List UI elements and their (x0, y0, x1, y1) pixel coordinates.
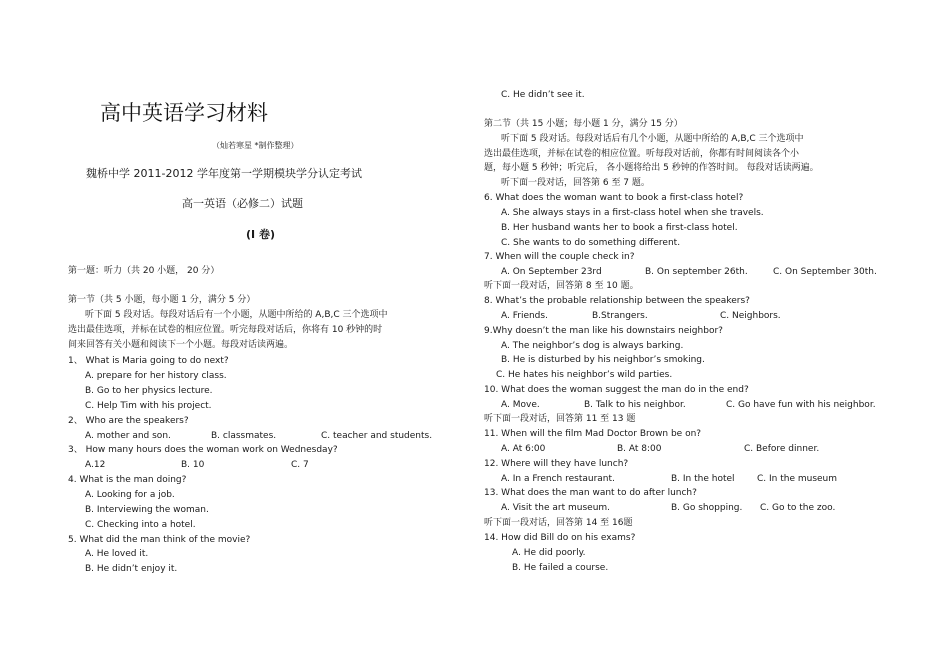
q5-option-c: C. He didn’t see it. (501, 90, 585, 100)
q10-options (484, 399, 894, 411)
q5-option-a: A. He loved it. (85, 549, 149, 559)
q8-option-a: A. Friends. (501, 311, 548, 321)
question-1: 1、 What is Maria going to do next? (68, 356, 229, 366)
q1-option-a: A. prepare for her history class. (85, 371, 227, 381)
q6-option-a: A. She always stays in a first-class hotel when she travels. (501, 208, 764, 218)
q13-option-c: C. Go to the zoo. (760, 503, 836, 513)
q7-option-b: B. On september 26th. (645, 267, 748, 277)
section1-instruction-line: 选出最佳选项，并标在试卷的相应位置。听完每段对话后，你将有 10 秒钟的时 (68, 325, 383, 335)
q4-option-a: A. Looking for a job. (85, 490, 175, 500)
q6-option-b: B. Her husband wants her to book a first-class hotel. (501, 223, 738, 233)
q1-option-b: B. Go to her physics lecture. (85, 386, 213, 396)
listen-instruction: 听下面一段对话，回答第 6 至 7 题。 (501, 178, 650, 188)
q12-options (484, 473, 894, 485)
listen-instruction: 听下面一段对话，回答第 8 至 10 题。 (484, 281, 639, 291)
q11-options (484, 443, 894, 455)
section1-heading: 第一节（共 5 小题，每小题 1 分，满分 5 分） (68, 295, 256, 305)
compiler-note: （灿若寒星 *制作整理） (212, 141, 299, 150)
q9-option-a: A. The neighbor’s dog is always barking. (501, 341, 684, 351)
q3-option-b: B. 10 (181, 460, 205, 470)
q8-options (484, 310, 894, 322)
question-14: 14. How did Bill do on his exams? (484, 533, 636, 543)
q4-option-c: C. Checking into a hotel. (85, 520, 196, 530)
q3-option-c: C. 7 (291, 460, 309, 470)
q2-option-b: B. classmates. (211, 431, 277, 441)
q4-option-b: B. Interviewing the woman. (85, 505, 209, 515)
q10-option-b: B. Talk to his neighbor. (584, 400, 686, 410)
q12-option-c: C. In the museum (757, 474, 838, 484)
q12-option-a: A. In a French restaurant. (501, 474, 615, 484)
section1-instruction-line: 间来回答有关小题和阅读下一个小题。每段对话读两遍。 (68, 340, 294, 350)
q6-option-c: C. She wants to do something different. (501, 238, 681, 248)
q13-option-a: A. Visit the art museum. (501, 503, 611, 513)
section2-instruction-line: 题，每小题 5 秒钟；听完后， 各小题将给出 5 秒钟的作答时间。 每段对话读两遍。 (484, 163, 819, 173)
q9-option-c: C. He hates his neighbor’s wild parties. (496, 370, 673, 380)
document-title: 高中英语学习材料 (100, 101, 268, 125)
question-12: 12. Where will they have lunch? (484, 459, 629, 469)
q5-option-b: B. He didn’t enjoy it. (85, 564, 178, 574)
q10-option-c: C. Go have fun with his neighbor. (726, 400, 876, 410)
question-13: 13. What does the man want to do after lunch? (484, 488, 697, 498)
listen-instruction: 听下面一段对话，回答第 14 至 16题 (484, 518, 633, 528)
q7-options (484, 266, 894, 278)
section2-instruction-line: 听下面 5 段对话。每段对话后有几个小题，从题中所给的 A,B,C 三个选项中 (501, 134, 804, 144)
q13-options (484, 502, 894, 514)
exam-title: 魏桥中学 2011-2012 学年度第一学期模块学分认定考试 (86, 167, 362, 180)
q13-option-b: B. Go shopping. (671, 503, 743, 513)
q10-option-a: A. Move. (501, 400, 540, 410)
section2-instruction-line: 选出最佳选项，并标在试卷的相应位置。听每段对话前，你都有时间阅读各个小 (484, 149, 800, 159)
question-6: 6. What does the woman want to book a first-class hotel? (484, 193, 744, 203)
q8-option-b: B.Strangers. (592, 311, 648, 321)
question-2: 2、 Who are the speakers? (68, 416, 189, 426)
section1-instruction-line: 听下面 5 段对话。每段对话后有一个小题，从题中所给的 A,B,C 三个选项中 (85, 310, 388, 320)
q11-option-c: C. Before dinner. (744, 444, 820, 454)
q11-option-b: B. At 8:00 (617, 444, 662, 454)
question-8: 8. What’s the probable relationship between the speakers? (484, 296, 750, 306)
q3-option-a: A.12 (85, 460, 106, 470)
question-11: 11. When will the film Mad Doctor Brown be on? (484, 429, 702, 439)
q8-option-c: C. Neighbors. (720, 311, 781, 321)
q1-option-c: C. Help Tim with his project. (85, 401, 212, 411)
q7-option-c: C. On September 30th. (773, 267, 877, 277)
subject-title: 高一英语（必修二）试题 (182, 197, 303, 210)
q14-option-b: B. He failed a course. (512, 563, 609, 573)
q2-options (68, 430, 468, 442)
q11-option-a: A. At 6:00 (501, 444, 546, 454)
q2-option-a: A. mother and son. (85, 431, 171, 441)
section2-heading: 第二节（共 15 小题；每小题 1 分，满分 15 分） (484, 119, 683, 129)
q3-options (68, 459, 468, 471)
q7-option-a: A. On September 23rd (501, 267, 602, 277)
volume-label: (I 卷) (246, 228, 275, 241)
listen-instruction: 听下面一段对话，回答第 11 至 13 题 (484, 414, 636, 424)
q9-option-b: B. He is disturbed by his neighbor’s smoking. (501, 355, 705, 365)
question-5: 5. What did the man think of the movie? (68, 535, 251, 545)
question-4: 4. What is the man doing? (68, 475, 187, 485)
q14-option-a: A. He did poorly. (512, 548, 586, 558)
q2-option-c: C. teacher and students. (321, 431, 433, 441)
question-10: 10. What does the woman suggest the man do in the end? (484, 385, 749, 395)
question-7: 7. When will the couple check in? (484, 252, 635, 262)
part1-heading: 第一题：听力（共 20 小题， 20 分） (68, 266, 220, 276)
q12-option-b: B. In the hotel (671, 474, 735, 484)
question-9: 9.Why doesn’t the man like his downstairs neighbor? (484, 326, 723, 336)
question-3: 3、 How many hours does the woman work on Wednesday? (68, 445, 338, 455)
